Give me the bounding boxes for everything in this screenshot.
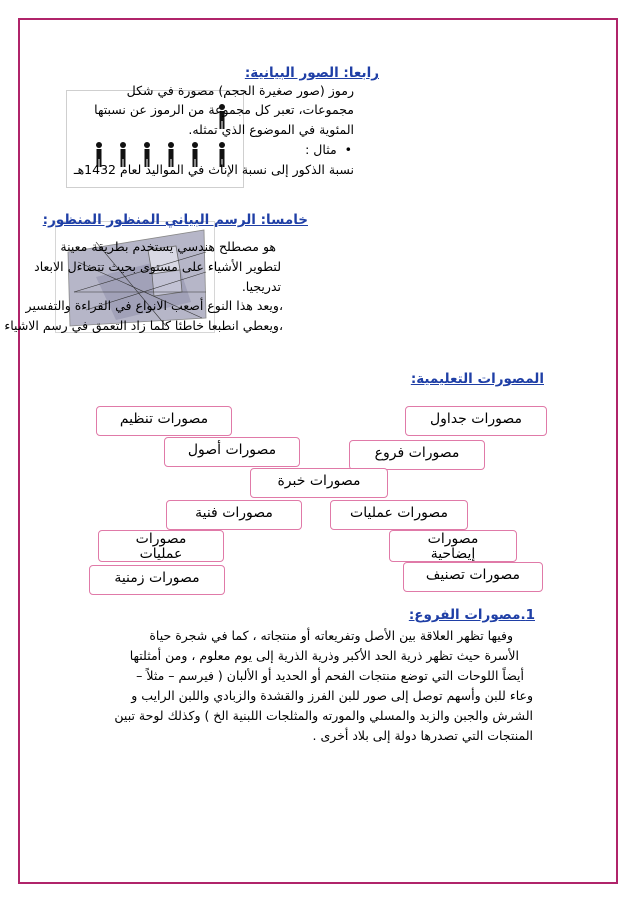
box-branches: مصورات فروع	[349, 440, 485, 470]
section5-heading: خامسا: الرسم البياني المنظور المنظور:	[42, 212, 308, 228]
box-cut-right-line2: إيضاحية	[430, 546, 476, 562]
box-tables: مصورات جداول	[405, 406, 547, 436]
box-cut-right-line1: مصورات	[427, 531, 479, 547]
section5-line-1: هو مصطلح هندسي يستخدم بطريقة معينة	[60, 239, 276, 254]
section4-line-1: رموز (صور صغيرة الحجم) مصورة في شكل	[126, 83, 354, 98]
example-text: نسبة الذكور إلى نسبة الإناث في المواليد لعام 1432هـ	[73, 162, 354, 177]
example-label: مثال :	[305, 142, 337, 157]
box-cut-right	[389, 530, 517, 562]
box-experience: مصورات خبرة	[250, 468, 388, 498]
section4-line-2: مجموعات، تعبر كل مجموعة من الرموز عن نسبتها	[94, 102, 354, 117]
branches-line-6: المنتجات التي تصدرها دولة إلى بلاد أخرى .	[312, 728, 533, 743]
box-art: مصورات فنية	[166, 500, 302, 530]
box-cut-left-line2: عمليات	[139, 546, 183, 562]
bullet-icon: •	[336, 142, 352, 157]
branches-heading	[409, 606, 535, 625]
box-cut-left	[98, 530, 224, 562]
branches-heading-text: مصورات الفروع:	[408, 607, 521, 623]
box-classification: مصورات تصنيف	[403, 562, 543, 592]
branches-line-3: أيضاً اللوحات التي توضع منتجات الفحم أو الحديد أو الألبان ( فيرسم – مثلاً –	[136, 668, 524, 683]
section5-line-3: تدريجيا.	[241, 279, 281, 294]
box-organization: مصورات تنظيم	[96, 406, 232, 436]
box-cut-left-line1: مصورات	[135, 531, 187, 547]
section4-line-3: المئوية في الموضوع الذي تمثله.	[188, 122, 354, 137]
box-operations: مصورات عمليات	[330, 500, 468, 530]
branches-line-1: وفيها تظهر العلاقة بين الأصل وتفريعاته أو منتجاته ، كما في شجرة حياة	[149, 628, 513, 643]
branches-line-5: الشرش والجبن والزبد والمسلي والمورته والمثلجات اللبنية الخ ) وكذلك لوحة تبين	[114, 708, 533, 723]
section5-line-4: ،ويعد هذا النوع أصعب الانواع في القراءة والتفسير	[25, 298, 283, 313]
box-origins: مصورات أصول	[164, 437, 300, 467]
box-time: مصورات زمنية	[89, 565, 225, 595]
section5-line-5: ،ويعطي انطبعا خاطئا كلما زاد التعمق في رسم الاشياء	[4, 318, 283, 333]
educational-heading: المصورات التعليمية:	[410, 371, 544, 387]
branches-line-4: وعاء للبن وأسهم توصل إلى صور للبن الفرز والقشدة والزبادي واللبن الرايب و	[131, 688, 533, 703]
section5-line-2: لتطوير الأشياء على مستوى بحيث تتضاءل الابعاد	[34, 259, 281, 274]
branches-heading-number: 1.	[520, 607, 535, 623]
example-item	[305, 141, 352, 160]
section4-heading: رابعا: الصور البيانية:	[244, 65, 379, 81]
branches-line-2: الأسرة حيث تظهر ذرية الحد الأكبر وذرية الذرية إلى يوم معلوم ، ومن أمثلتها	[129, 648, 519, 663]
